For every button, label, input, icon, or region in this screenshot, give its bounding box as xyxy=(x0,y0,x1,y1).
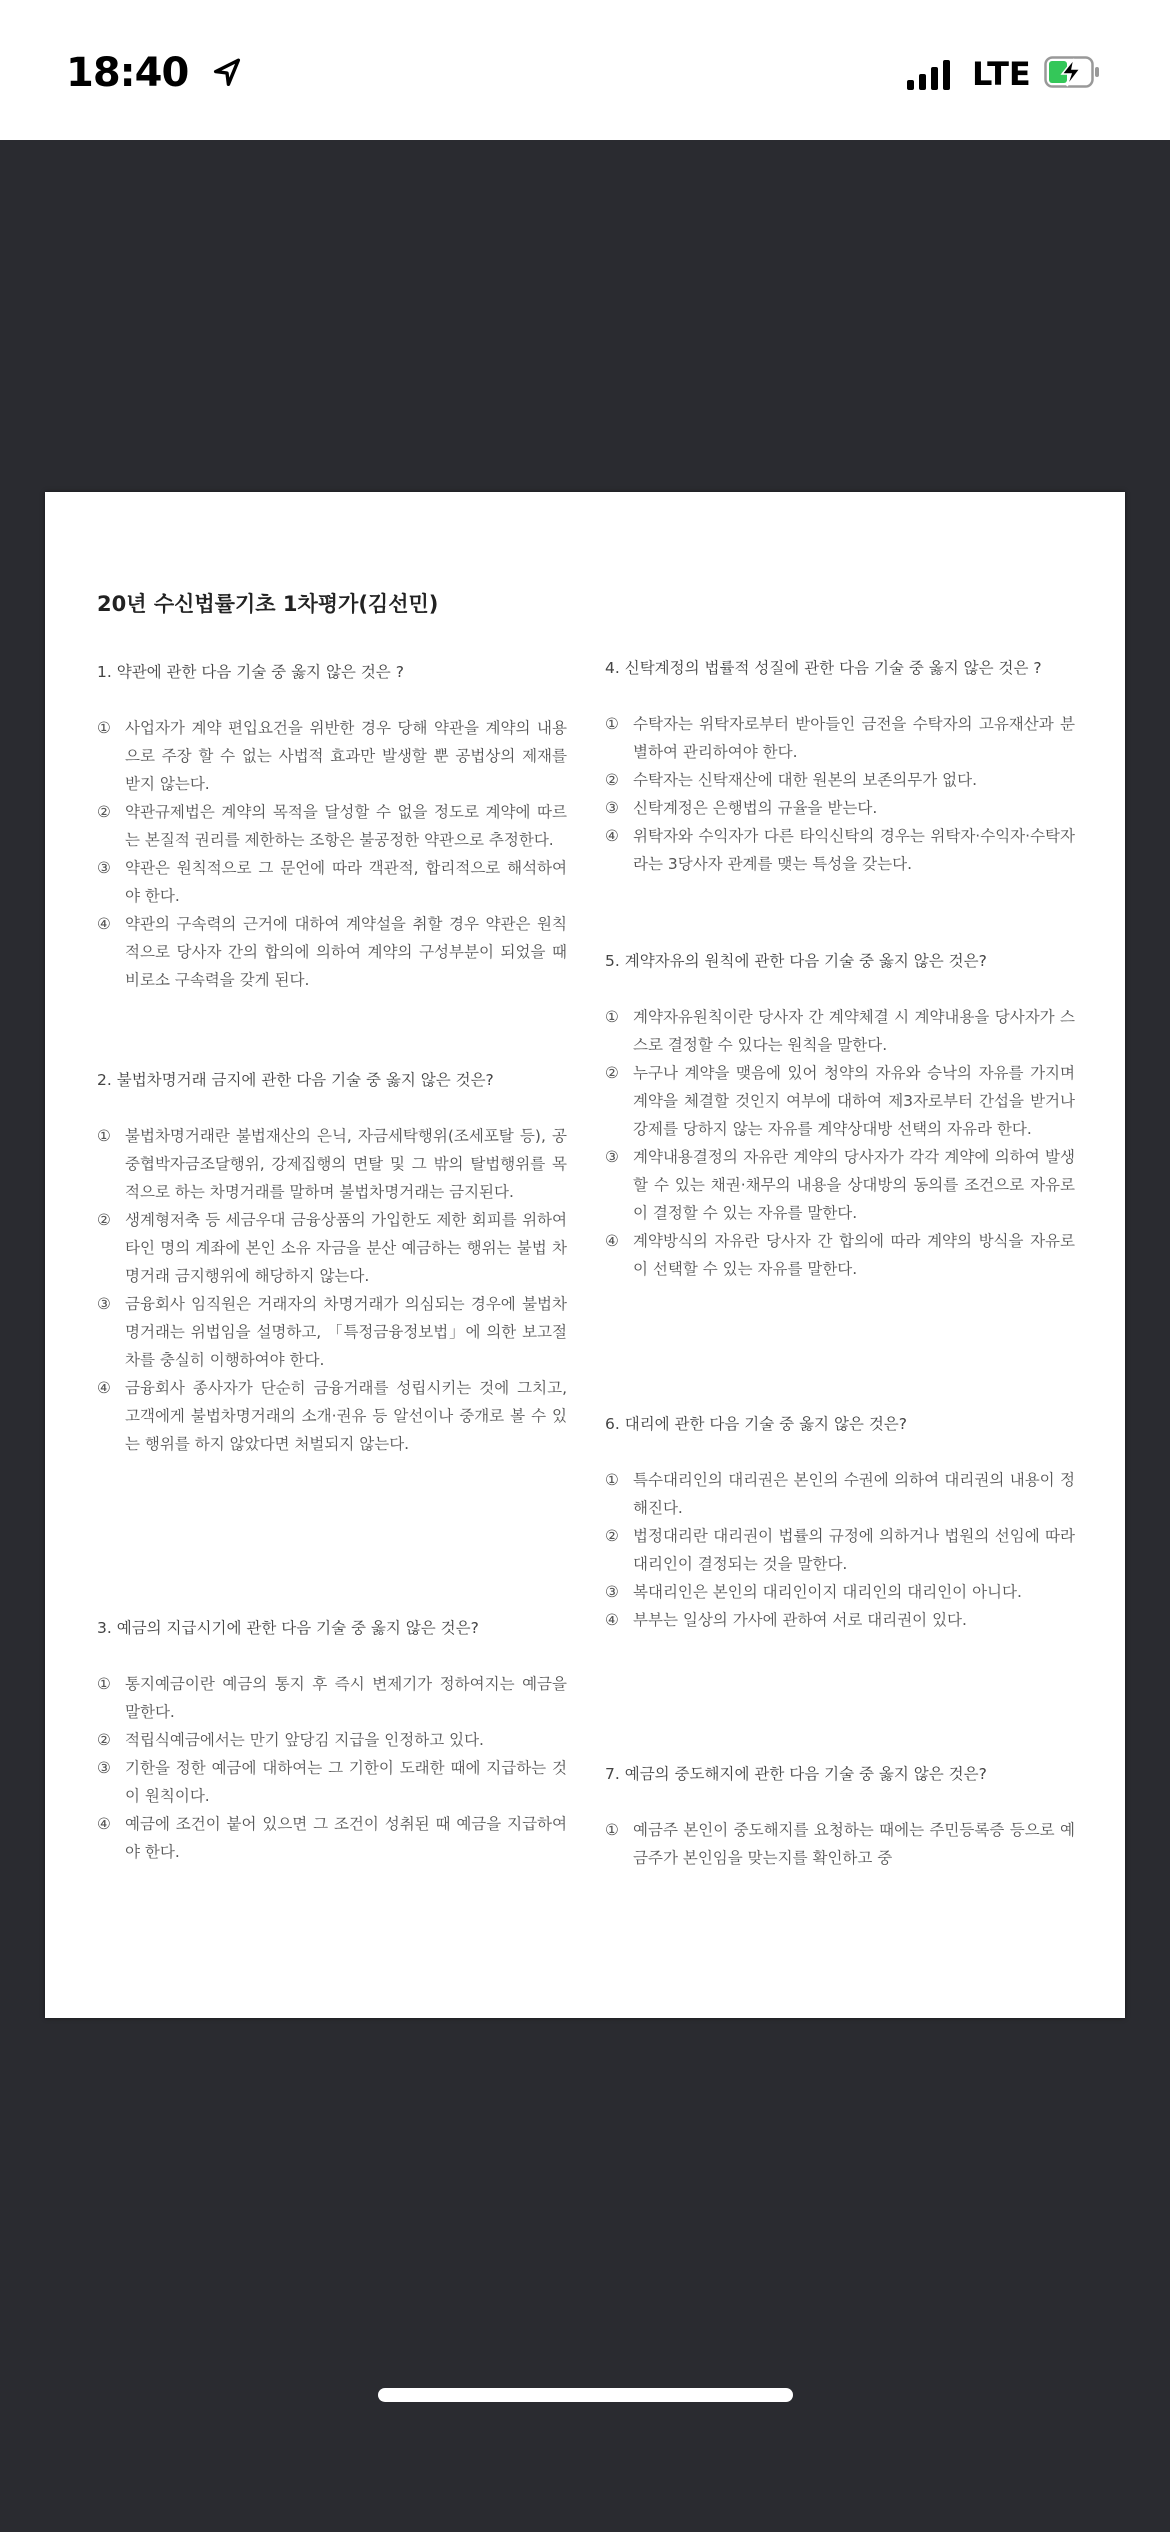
option-text: 생계형저축 등 세금우대 금융상품의 가입한도 제한 회피를 위하여 타인 명의 계좌에 본인 소유 자금을 분산 예금하는 행위는 불법 차명거래 금지행위에 해당하지 않는다. xyxy=(125,1211,567,1285)
question-text: 2. 불법차명거래 금지에 관한 다음 기술 중 옳지 않은 것은? xyxy=(97,1071,494,1089)
option-marker: ④ xyxy=(97,1379,111,1397)
option-marker: ③ xyxy=(605,1583,619,1601)
option-text: 수탁자는 신탁재산에 대한 원본의 보존의무가 없다. xyxy=(633,771,977,789)
signal-strength-icon xyxy=(907,60,950,90)
option-text: 사업자가 계약 편입요건을 위반한 경우 당해 약관을 계약의 내용으로 주장 할 수 없는 사법적 효과만 발생할 뿐 공법상의 제재를 받지 않는다. xyxy=(125,719,567,793)
option-marker: ③ xyxy=(97,1295,111,1313)
answer-option xyxy=(605,1522,1075,1578)
question-text: 3. 예금의 지급시기에 관한 다음 기술 중 옳지 않은 것은? xyxy=(97,1619,479,1637)
option-text: 통지예금이란 예금의 통지 후 즉시 변제기가 정하여지는 예금을 말한다. xyxy=(125,1675,567,1721)
option-text: 누구나 계약을 맺음에 있어 청약의 자유와 승낙의 자유를 가지며 계약을 체결할 것인지 여부에 대하여 제3자로부터 간섭을 받거나 강제를 당하지 않는 자유를 계약상대방 선택의 자유라 한다. xyxy=(633,1064,1075,1138)
answer-option xyxy=(605,1003,1075,1059)
option-text: 계약내용결정의 자유란 계약의 당사자가 각각 계약에 의하여 발생할 수 있는 채권·채무의 내용을 상대방의 동의를 조건으로 자유로이 결정할 수 있는 자유를 말한다. xyxy=(633,1148,1075,1222)
option-marker: ① xyxy=(97,1127,111,1145)
question-right-2 xyxy=(605,947,1075,1283)
option-marker: ③ xyxy=(97,859,111,877)
question-text: 7. 예금의 중도해지에 관한 다음 기술 중 옳지 않은 것은? xyxy=(605,1765,987,1783)
option-marker: ① xyxy=(97,1675,111,1693)
option-marker: ① xyxy=(605,715,619,733)
option-marker: ① xyxy=(605,1008,619,1026)
option-marker: ② xyxy=(97,1731,111,1749)
answer-option xyxy=(605,1578,1075,1606)
answer-option xyxy=(97,1122,567,1206)
option-text: 약관은 원칙적으로 그 문언에 따라 객관적, 합리적으로 해석하여야 한다. xyxy=(125,859,567,905)
answer-option xyxy=(97,854,567,910)
status-bar xyxy=(0,0,1170,140)
document-title: 20년 수신법률기초 1차평가(김선민) xyxy=(97,592,439,616)
option-text: 부부는 일상의 가사에 관하여 서로 대리권이 있다. xyxy=(633,1611,967,1629)
question-left-3 xyxy=(97,1614,567,1866)
option-text: 기한을 정한 예금에 대하여는 그 기한이 도래한 때에 지급하는 것이 원칙이다. xyxy=(125,1759,567,1805)
option-marker: ② xyxy=(605,1064,619,1082)
option-text: 적립식예금에서는 만기 앞당김 지급을 인정하고 있다. xyxy=(125,1731,484,1749)
question-right-4 xyxy=(605,1760,1075,1872)
option-marker: ④ xyxy=(605,827,619,845)
option-text: 금융회사 종사자가 단순히 금융거래를 성립시키는 것에 그치고, 고객에게 불법차명거래의 소개·권유 등 알선이나 중개로 볼 수 있는 행위를 하지 않았다면 처벌되지 않는다. xyxy=(125,1379,567,1453)
status-time: 18:40 xyxy=(66,50,189,96)
answer-option xyxy=(97,714,567,798)
answer-option xyxy=(97,910,567,994)
option-text: 약관의 구속력의 근거에 대하여 계약설을 취할 경우 약관은 원칙적으로 당사자 간의 합의에 의하여 계약의 구성부분이 되었을 때 비로소 구속력을 갖게 된다. xyxy=(125,915,567,989)
option-marker: ① xyxy=(97,719,111,737)
option-marker: ① xyxy=(605,1821,619,1839)
answer-option xyxy=(605,1816,1075,1872)
question-text: 4. 신탁계정의 법률적 성질에 관한 다음 기술 중 옳지 않은 것은 ? xyxy=(605,659,1042,677)
option-text: 위탁자와 수익자가 다른 타익신탁의 경우는 위탁자·수익자·수탁자라는 3당사자 관계를 맺는 특성을 갖는다. xyxy=(633,827,1075,873)
option-marker: ④ xyxy=(97,1815,111,1833)
question-text: 1. 약관에 관한 다음 기술 중 옳지 않은 것은 ? xyxy=(97,663,404,681)
answer-option xyxy=(605,1227,1075,1283)
option-marker: ① xyxy=(605,1471,619,1489)
answer-option xyxy=(97,1754,567,1810)
option-marker: ② xyxy=(605,771,619,789)
answer-option xyxy=(97,1290,567,1374)
location-arrow-icon xyxy=(210,56,244,90)
option-text: 신탁계정은 은행법의 규율을 받는다. xyxy=(633,799,878,817)
option-marker: ② xyxy=(605,1527,619,1545)
option-text: 예금에 조건이 붙어 있으면 그 조건이 성취된 때 예금을 지급하여야 한다. xyxy=(125,1815,567,1861)
question-right-1 xyxy=(605,654,1075,878)
answer-option xyxy=(605,766,1075,794)
answer-option xyxy=(605,1466,1075,1522)
answer-option xyxy=(97,1374,567,1458)
network-type: LTE xyxy=(972,55,1031,93)
option-marker: ③ xyxy=(605,1148,619,1166)
answer-option xyxy=(97,1810,567,1866)
option-text: 법정대리란 대리권이 법률의 규정에 의하거나 법원의 선임에 따라 대리인이 결정되는 것을 말한다. xyxy=(633,1527,1075,1573)
answer-option xyxy=(605,822,1075,878)
option-text: 복대리인은 본인의 대리인이지 대리인의 대리인이 아니다. xyxy=(633,1583,1022,1601)
option-text: 수탁자는 위탁자로부터 받아들인 금전을 수탁자의 고유재산과 분별하여 관리하여야 한다. xyxy=(633,715,1075,761)
answer-option xyxy=(605,710,1075,766)
option-marker: ④ xyxy=(97,915,111,933)
option-marker: ③ xyxy=(605,799,619,817)
home-indicator[interactable] xyxy=(378,2388,793,2402)
question-text: 6. 대리에 관한 다음 기술 중 옳지 않은 것은? xyxy=(605,1415,908,1433)
option-marker: ② xyxy=(97,803,111,821)
option-marker: ④ xyxy=(605,1232,619,1250)
option-text: 특수대리인의 대리권은 본인의 수권에 의하여 대리권의 내용이 정해진다. xyxy=(633,1471,1075,1517)
option-marker: ③ xyxy=(97,1759,111,1777)
option-text: 금융회사 임직원은 거래자의 차명거래가 의심되는 경우에 불법차명거래는 위법임을 설명하고, 「특정금융정보법」에 의한 보고절차를 충실히 이행하여야 한다. xyxy=(125,1295,567,1369)
answer-option xyxy=(97,1206,567,1290)
answer-option xyxy=(97,1726,567,1754)
answer-option xyxy=(97,798,567,854)
battery-charging-icon xyxy=(1044,56,1100,88)
option-text: 계약자유원칙이란 당사자 간 계약체결 시 계약내용을 당사자가 스스로 결정할 수 있다는 원칙을 말한다. xyxy=(633,1008,1075,1054)
answer-option xyxy=(605,1143,1075,1227)
question-left-2 xyxy=(97,1066,567,1458)
option-text: 계약방식의 자유란 당사자 간 합의에 따라 계약의 방식을 자유로이 선택할 수 있는 자유를 말한다. xyxy=(633,1232,1075,1278)
answer-option xyxy=(605,794,1075,822)
question-left-1 xyxy=(97,658,567,994)
document-page[interactable] xyxy=(45,492,1125,2018)
answer-option xyxy=(605,1059,1075,1143)
option-text: 불법차명거래란 불법재산의 은닉, 자금세탁행위(조세포탈 등), 공중협박자금조달행위, 강제집행의 면탈 및 그 밖의 탈법행위를 목적으로 하는 차명거래를 말하며 불법차명거래는 금지된다. xyxy=(125,1127,567,1201)
question-text: 5. 계약자유의 원칙에 관한 다음 기술 중 옳지 않은 것은? xyxy=(605,952,987,970)
option-marker: ④ xyxy=(605,1611,619,1629)
question-right-3 xyxy=(605,1410,1075,1634)
answer-option xyxy=(97,1670,567,1726)
answer-option xyxy=(605,1606,1075,1634)
option-text: 예금주 본인이 중도해지를 요청하는 때에는 주민등록증 등으로 예금주가 본인임을 맞는지를 확인하고 중 xyxy=(633,1821,1075,1867)
option-text: 약관규제법은 계약의 목적을 달성할 수 없을 정도로 계약에 따르는 본질적 권리를 제한하는 조항은 불공정한 약관으로 추정한다. xyxy=(125,803,567,849)
option-marker: ② xyxy=(97,1211,111,1229)
